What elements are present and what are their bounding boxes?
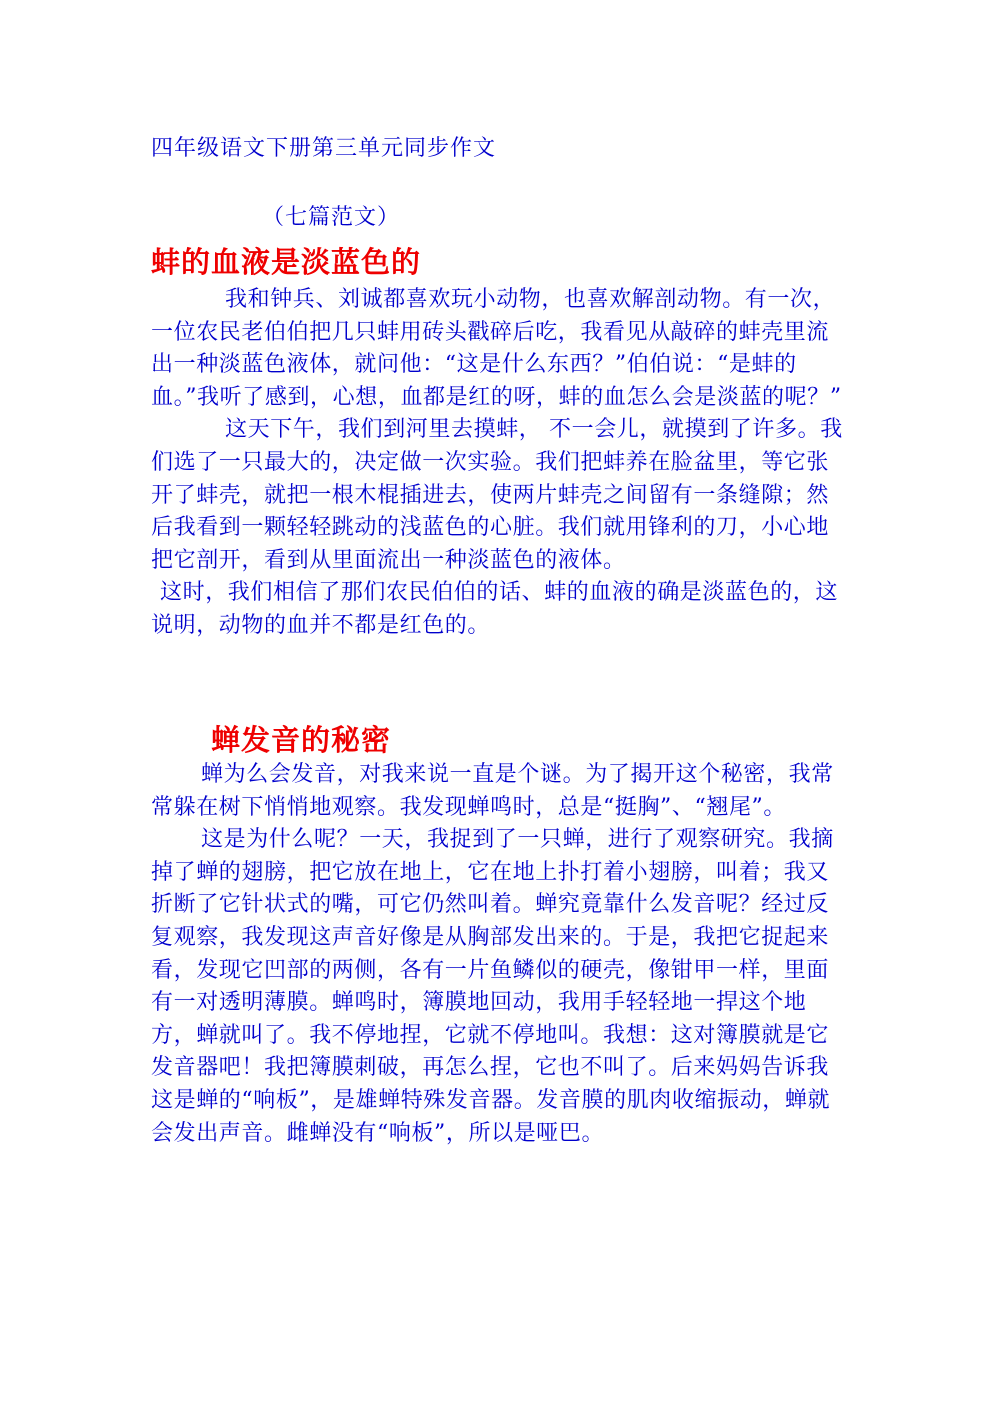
article-title-cicada-sound: 蝉发音的秘密 — [211, 723, 392, 757]
article-title-clam-blood: 蚌的血液是淡蓝色的 — [151, 245, 422, 279]
document-header: 四年级语文下册第三单元同步作文 — [151, 136, 497, 161]
article-2-paragraph-1: 蝉为么会发音，对我来说一直是个谜。为了揭开这个秘密，我常常躲在树下悄悄地观察。我发现蝉鸣时，总是“挺胸”、“翘尾”。 — [151, 762, 834, 820]
article-body-cicada-sound — [151, 759, 851, 1150]
article-2-paragraph-2: 这是为什么呢？一天，我捉到了一只蝉，进行了观察研究。我摘掉了蝉的翅膀，把它放在地上，它在地上扑打着小翅膀，叫着；我又折断了它针状式的嘴，可它仍然叫着。蝉究竟靠什么发音呢？经过反复观察，我发现这声音好像是从胸部发出来的。于是，我把它捉起来看，发现它凹部的两侧，各有一片鱼鳞似的硬壳，像钳甲一样，里面有一对透明薄膜。蝉鸣时，簿膜地回动，我用手轻轻地一捍这个地方，蝉就叫了。我不停地捏，它就不停地叫。我想：这对簿膜就是它发音器吧！我把簿膜刺破，再怎么捏，它也不叫了。后来妈妈告诉我这是蝉的“响板”，是雄蝉特殊发音器。发音膜的肌肉收缩振动，蝉就会发出声音。雌蝉没有“响板”，所以是哑巴。 — [151, 827, 834, 1146]
article-1-paragraph-3: 这时，我们相信了那们农民伯伯的话、蚌的血液的确是淡蓝色的，这说明，动物的血并不都是红色的。 — [151, 580, 839, 638]
article-1-paragraph-1: 我和钟兵、刘诚都喜欢玩小动物，也喜欢解剖动物。有一次，一位农民老伯伯把几只蚌用砖头戳碎后吃，我看见从敲碎的蚌壳里流出一种淡蓝色液体，就问他：“这是什么东西？”伯伯说：“是蚌的血。”我听了感到，心想，血都是红的呀，蚌的血怎么会是淡蓝的呢？” — [151, 287, 842, 410]
article-body-clam-blood — [151, 284, 851, 643]
article-1-paragraph-2: 这天下午，我们到河里去摸蚌， 不一会儿，就摸到了许多。我们选了一只最大的，决定做一次实验。我们把蚌养在脸盆里，等它张开了蚌壳，就把一根木棍插进去，使两片蚌壳之间留有一条缝隙；然后我看到一颗轻轻跳动的浅蓝色的心脏。我们就用锋利的刀，小心地把它剖开，看到从里面流出一种淡蓝色的液体。 — [151, 417, 843, 573]
document-subheader: （七篇范文） — [262, 205, 401, 230]
